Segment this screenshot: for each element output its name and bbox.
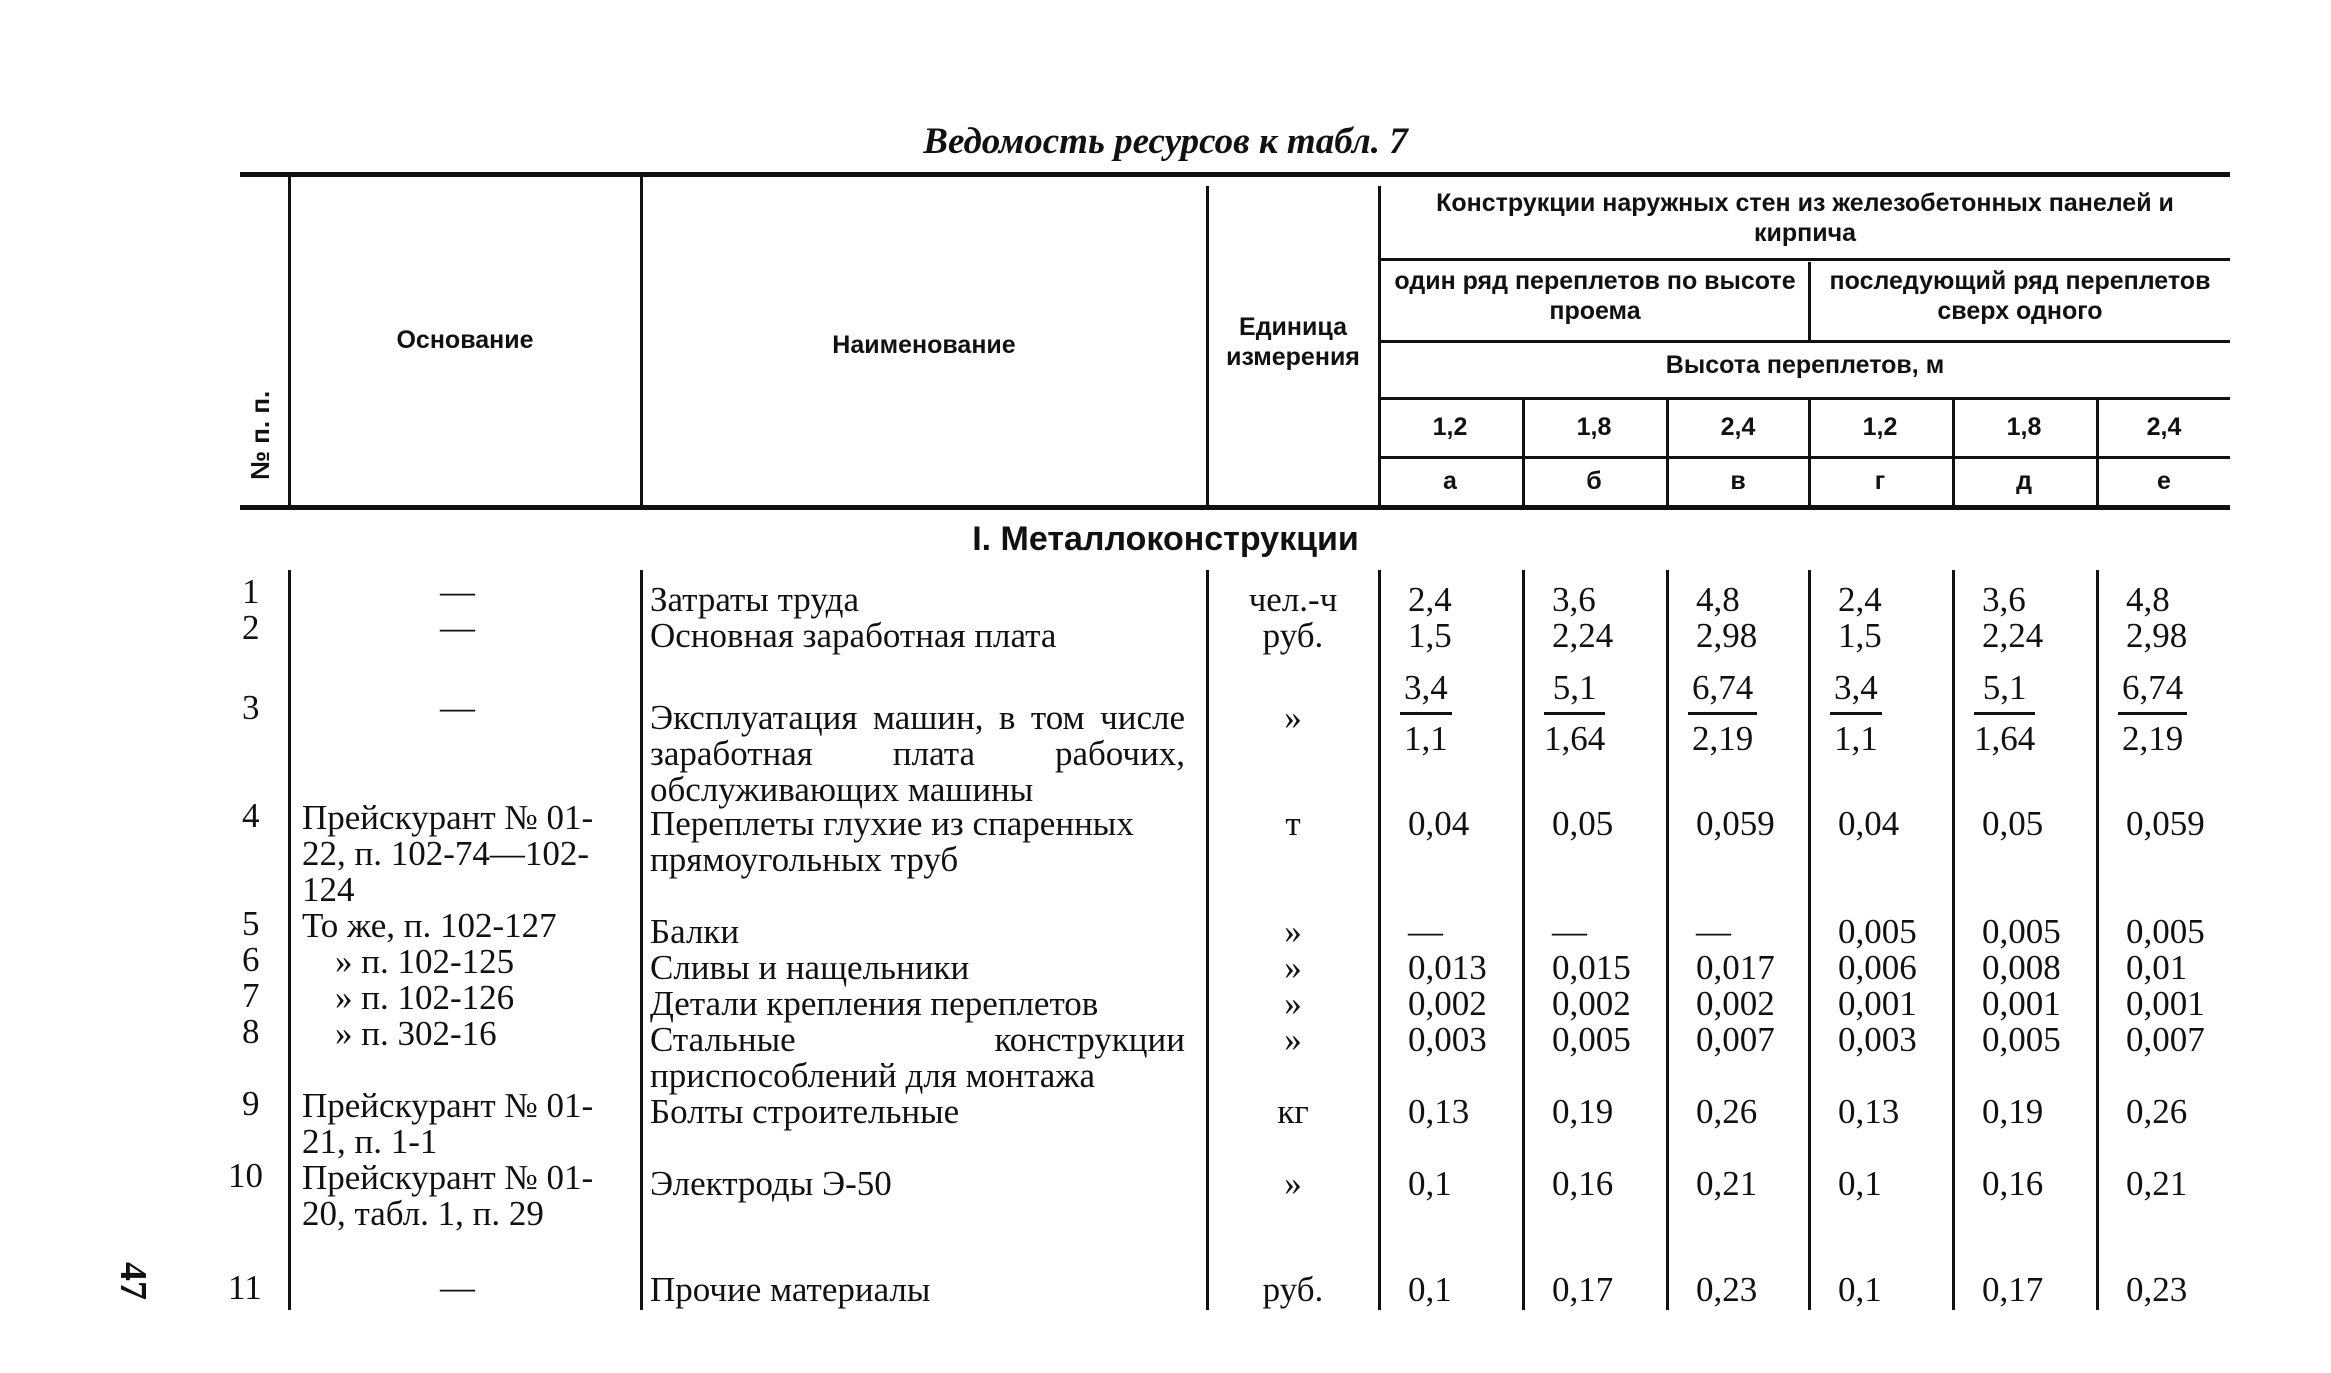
row-4-value-д: 0,05 [1982, 804, 2044, 843]
row-2-unit: руб. [1262, 616, 1324, 655]
row-7-value-в: 0,002 [1696, 984, 1775, 1023]
row-6-value-в: 0,017 [1696, 948, 1775, 987]
row-5-value-д: 0,005 [1982, 912, 2061, 951]
row-2-value-г: 1,5 [1838, 616, 1882, 655]
page-number: 47 [112, 1262, 154, 1300]
height-a: 1,2 [1432, 413, 1468, 441]
row-7-basis: » п. 102-126 [335, 978, 515, 1017]
row-1-value-д: 3,6 [1982, 580, 2026, 619]
row-11-unit: руб. [1262, 1270, 1324, 1309]
row-3-fraction-в [1688, 668, 1757, 759]
body-vline-8 [1952, 570, 1955, 1310]
sub1-header: один ряд переплетов по высоте проема [1394, 267, 1796, 325]
row-6-value-а: 0,013 [1408, 948, 1487, 987]
row-9-value-в: 0,26 [1696, 1092, 1758, 1131]
row-10-value-д: 0,16 [1982, 1164, 2044, 1203]
row-1-basis: — [440, 572, 475, 611]
row-2-value-в: 2,98 [1696, 616, 1758, 655]
row-8-no: 8 [242, 1012, 260, 1051]
height-d: 1,2 [1862, 413, 1898, 441]
row-2-name: Основная заработная плата [650, 616, 1057, 655]
row-11-value-в: 0,23 [1696, 1270, 1758, 1309]
row-9-no: 9 [242, 1084, 260, 1123]
row-1-no: 1 [242, 572, 260, 611]
fraction-numerator: 3,4 [1830, 668, 1882, 715]
row-6-name: Сливы и нащельники [650, 948, 970, 987]
row-10-value-б: 0,16 [1552, 1164, 1614, 1203]
fraction-denominator: 1,64 [1974, 719, 2036, 758]
row-9-value-г: 0,13 [1838, 1092, 1900, 1131]
row-8-value-д: 0,005 [1982, 1020, 2061, 1059]
row-4-unit: т [1285, 804, 1301, 843]
row-7-value-д: 0,001 [1982, 984, 2061, 1023]
fraction-denominator: 1,1 [1404, 719, 1448, 758]
row-10-value-е: 0,21 [2126, 1164, 2188, 1203]
row-8-value-г: 0,003 [1838, 1020, 1917, 1059]
hdr-vline-2 [640, 176, 643, 506]
rule-height [1378, 397, 2230, 400]
row-6-value-д: 0,008 [1982, 948, 2061, 987]
row-5-no: 5 [242, 904, 260, 943]
row-2-basis: — [440, 608, 475, 647]
letter-e: д [2016, 467, 2032, 495]
fraction-numerator: 3,4 [1400, 668, 1452, 715]
row-10-name: Электроды Э-50 [650, 1164, 892, 1203]
body-vline-5 [1522, 570, 1525, 1310]
row-8-unit: » [1284, 1020, 1302, 1059]
rule-heights [1378, 456, 2230, 459]
row-5-name: Балки [650, 912, 740, 951]
row-6-value-г: 0,006 [1838, 948, 1917, 987]
row-8-value-а: 0,003 [1408, 1020, 1487, 1059]
row-6-no: 6 [242, 940, 260, 979]
body-vline-3 [1206, 570, 1209, 1310]
row-1-unit: чел.-ч [1248, 580, 1338, 619]
hdr-vline-1 [288, 176, 291, 506]
fraction-denominator: 1,1 [1834, 719, 1878, 758]
hdr-vline-sub [1808, 262, 1811, 342]
rule-group [1378, 258, 2230, 261]
fraction-numerator: 5,1 [1974, 668, 2035, 715]
row-3-fraction-г [1830, 668, 1882, 759]
row-4-basis: Прейскурант № 01-22, п. 102-74—102-124 [302, 798, 594, 909]
row-2-value-б: 2,24 [1552, 616, 1614, 655]
height-label: Высота переплетов, м [1665, 351, 1945, 379]
row-7-name: Детали крепления переплетов [650, 984, 1099, 1023]
row-11-no: 11 [228, 1268, 262, 1307]
letter-a: а [1443, 467, 1457, 495]
row-2-value-е: 2,98 [2126, 616, 2188, 655]
row-4-value-в: 0,059 [1696, 804, 1775, 843]
row-5-unit: » [1284, 912, 1302, 951]
row-3-basis: — [440, 688, 475, 727]
row-7-no: 7 [242, 976, 260, 1015]
row-5-value-в: — [1696, 912, 1731, 951]
row-5-value-г: 0,005 [1838, 912, 1917, 951]
row-3-fraction-а [1400, 668, 1452, 759]
row-9-unit: кг [1277, 1092, 1309, 1131]
body-vline-6 [1666, 570, 1669, 1310]
row-3-name: Эксплуатация машин, в том числе заработная плата рабочих, обслуживающих машины [650, 698, 1185, 809]
fraction-numerator: 6,74 [1688, 668, 1757, 715]
sub2-header: последующий ряд переплетов сверх одного [1829, 267, 2211, 325]
group-header: Конструкции наружных стен из железобетонных панелей и кирпича [1436, 189, 2174, 247]
row-1-value-г: 2,4 [1838, 580, 1882, 619]
fraction-numerator: 6,74 [2118, 668, 2187, 715]
col-unit-header: Единица измерения [1226, 313, 1360, 371]
body-vline-7 [1808, 570, 1811, 1310]
col-name-header: Наименование [832, 331, 1016, 359]
row-9-value-б: 0,19 [1552, 1092, 1614, 1131]
row-3-fraction-е [2118, 668, 2187, 759]
row-10-value-г: 0,1 [1838, 1164, 1882, 1203]
row-10-value-в: 0,21 [1696, 1164, 1758, 1203]
fraction-denominator: 1,64 [1544, 719, 1606, 758]
letter-f: е [2157, 467, 2171, 495]
row-7-value-е: 0,001 [2126, 984, 2205, 1023]
row-3-fraction-д [1974, 668, 2035, 759]
body-vline-9 [2096, 570, 2099, 1310]
row-4-value-е: 0,059 [2126, 804, 2205, 843]
row-8-value-в: 0,007 [1696, 1020, 1775, 1059]
fraction-denominator: 2,19 [2122, 719, 2184, 758]
row-8-basis: » п. 302-16 [335, 1014, 497, 1053]
row-9-value-е: 0,26 [2126, 1092, 2188, 1131]
row-6-unit: » [1284, 948, 1302, 987]
row-7-unit: » [1284, 984, 1302, 1023]
col-no-header: № п. п. [245, 390, 275, 480]
row-11-value-г: 0,1 [1838, 1270, 1882, 1309]
row-11-name: Прочие материалы [650, 1270, 931, 1309]
row-1-value-а: 2,4 [1408, 580, 1452, 619]
row-5-value-а: — [1408, 912, 1443, 951]
row-11-value-д: 0,17 [1982, 1270, 2044, 1309]
body-vline-2 [640, 570, 643, 1310]
row-4-no: 4 [242, 796, 260, 835]
letter-d: г [1874, 467, 1886, 495]
height-c: 2,4 [1720, 413, 1756, 441]
row-5-value-б: — [1552, 912, 1587, 951]
height-b: 1,8 [1576, 413, 1612, 441]
letter-c: в [1730, 467, 1746, 495]
row-8-value-б: 0,005 [1552, 1020, 1631, 1059]
fraction-denominator: 2,19 [1692, 719, 1754, 758]
row-7-value-б: 0,002 [1552, 984, 1631, 1023]
table-title: Ведомость ресурсов к табл. 7 [923, 121, 1408, 162]
row-2-value-а: 1,5 [1408, 616, 1452, 655]
row-7-value-г: 0,001 [1838, 984, 1917, 1023]
row-1-value-б: 3,6 [1552, 580, 1596, 619]
row-1-name: Затраты труда [650, 580, 859, 619]
row-4-value-а: 0,04 [1408, 804, 1470, 843]
row-9-name: Болты строительные [650, 1092, 960, 1131]
row-1-value-е: 4,8 [2126, 580, 2170, 619]
row-11-value-а: 0,1 [1408, 1270, 1452, 1309]
row-9-basis: Прейскурант № 01-21, п. 1-1 [302, 1086, 594, 1161]
fraction-numerator: 5,1 [1544, 668, 1605, 715]
row-5-value-е: 0,005 [2126, 912, 2205, 951]
row-11-value-е: 0,23 [2126, 1270, 2188, 1309]
body-vline-4 [1378, 570, 1381, 1310]
row-11-value-б: 0,17 [1552, 1270, 1614, 1309]
row-9-value-а: 0,13 [1408, 1092, 1470, 1131]
letter-b: б [1586, 467, 1602, 495]
row-10-value-а: 0,1 [1408, 1164, 1452, 1203]
col-basis-header: Основание [396, 326, 534, 354]
height-f: 2,4 [2146, 413, 2182, 441]
header-bottom-rule [240, 505, 2230, 510]
top-rule [240, 172, 2230, 177]
row-5-basis: То же, п. 102-127 [302, 906, 557, 945]
row-4-value-б: 0,05 [1552, 804, 1614, 843]
row-10-unit: » [1284, 1164, 1302, 1203]
row-4-name: Переплеты глухие из спаренных прямоугольных труб [650, 804, 1134, 879]
section-title: I. Металлоконструкции [972, 520, 1359, 558]
row-3-fraction-б [1544, 668, 1605, 759]
row-6-basis: » п. 102-125 [335, 942, 515, 981]
height-e: 1,8 [2006, 413, 2042, 441]
row-2-no: 2 [242, 608, 260, 647]
row-8-value-е: 0,007 [2126, 1020, 2205, 1059]
row-4-value-г: 0,04 [1838, 804, 1900, 843]
body-vline-1 [288, 570, 291, 1310]
row-9-value-д: 0,19 [1982, 1092, 2044, 1131]
row-3-unit: » [1284, 698, 1302, 737]
row-6-value-е: 0,01 [2126, 948, 2188, 987]
row-11-basis: — [440, 1268, 475, 1307]
hdr-vline-3 [1206, 186, 1209, 506]
row-3-no: 3 [242, 688, 260, 727]
rule-sub [1378, 340, 2230, 343]
row-10-basis: Прейскурант № 01-20, табл. 1, п. 29 [302, 1158, 594, 1233]
row-7-value-а: 0,002 [1408, 984, 1487, 1023]
row-6-value-б: 0,015 [1552, 948, 1631, 987]
row-8-name: Стальные конструкции приспособлений для монтажа [650, 1020, 1185, 1095]
row-10-no: 10 [228, 1156, 263, 1195]
hdr-vline-4 [1378, 186, 1381, 506]
row-2-value-д: 2,24 [1982, 616, 2044, 655]
row-1-value-в: 4,8 [1696, 580, 1740, 619]
